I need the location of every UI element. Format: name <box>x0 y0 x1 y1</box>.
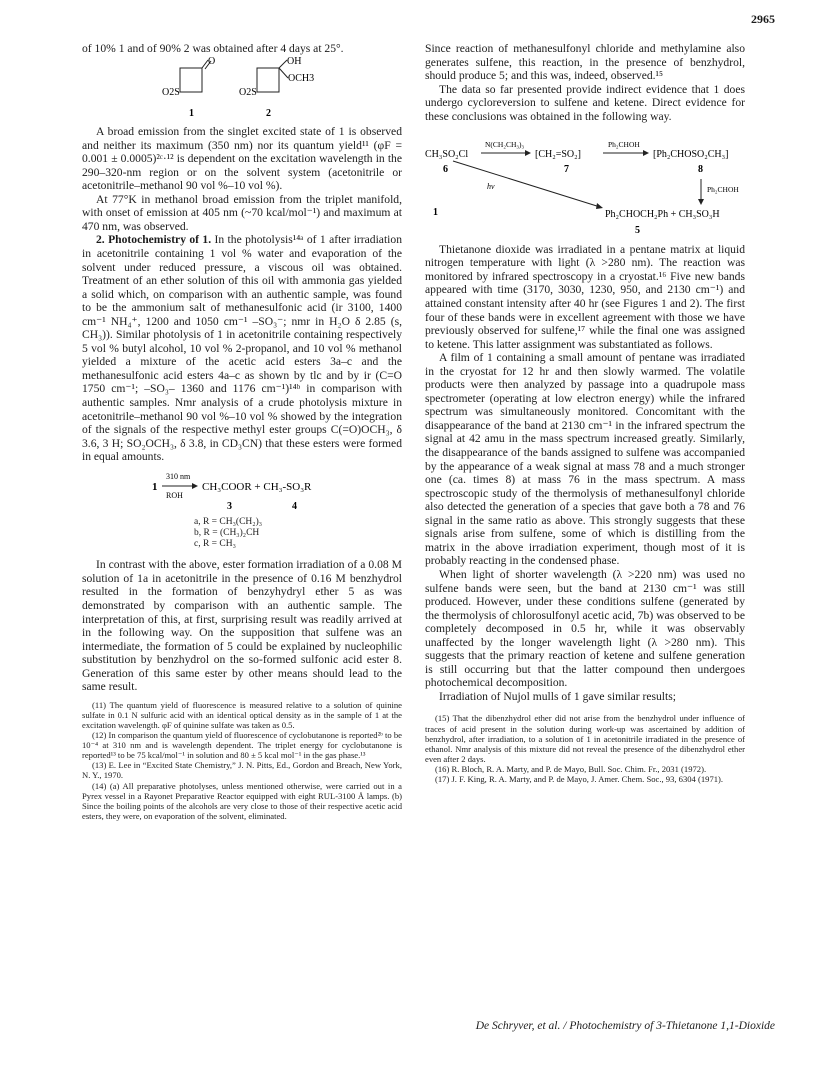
section-text: In the photolysis¹⁴ᵃ of 1 after irradiation in acetonitrile containing 1 vol % water and evaporation of the solvent under reduced pressure, a viscous oil was obtained. Treatment of an ether solution of this oil with ammonia gas yielded a solid which, on comparison with an authentic sample, was found to be the ammonium salt of methanesulfonic acid (ir 3100, 1400 cm⁻¹ NH₄⁺, 1200 and 1050 cm⁻¹ –SO₃⁻; nmr in H₂O δ 2.85 (s, CH₃)). Similar photolysis of 1 in acetonitrile containing respectively 5 vol % butyl alcohol, 10 vol % 2-propanol, and 10 vol % methanol yielded a mixture of the acetic acid esters 3a–c and the methanesulfonic acid esters 4a–c as shown by tlc and by ir (C=O 1750 cm⁻¹; –SO₃– 1360 and 1176 cm⁻¹)¹⁴ᵇ in comparison with authentic samples. Nmr analysis of a crude photolysis mixture in acetonitrile–methanol 90 vol %–10 vol % showed by the integration of the signals of the respective methyl ester groups C(=O)OCH₃, δ 3.6, 3 H; SO₂OCH₃, δ 3.8, in CD₃CN) that these esters were formed in equal amounts. <box>82 233 402 464</box>
paragraph: A film of 1 containing a small amount of pentane was irradiated in the cryostat for 12 hr and then slowly warmed. The volatile products were then analyzed by passage into a quadrupole mass spectrometer (operating at low electron energy) while the infrared spectrum was simultaneously monitored. Concomitant with the disappearance of the band at 2130 cm⁻¹ in the infrared spectrum the signal at 42 amu in the mass spectrum increased greatly. Similarly, the disappearance of the bands assigned to sulfene was accompanied by the appearance of a weak signal at mass 78 and a much stronger one (ca. times 8) at mass 76 in the mass spectrum. A mass spectroscopic study of the thermolysis of methanesulfonyl chloride also detected the generation of a species that gave both a 78 and 76 signal in the same ratio as above. This strongly suggests that these signals arise from sulfene, some of which is distilling from the matrix in the above irradiation experiment, though most of it is probably reacting in the condensed phase. <box>425 351 745 568</box>
footnotes-left <box>82 700 402 821</box>
scheme-intermediate: [CH₂=SO₂] <box>535 149 581 161</box>
scheme-reagent-2: Ph₂CHOH <box>608 140 640 150</box>
section-heading: 2. Photochemistry of 1. <box>96 233 212 247</box>
paragraph: The data so far presented provide indirect evidence that 1 does undergo cycloreversion to sulfene and ketene. Direct evidence for these conclusions was obtained in the following way. <box>425 82 745 123</box>
scheme-ester: [Ph₂CHOSO₂CH₃] <box>653 149 729 161</box>
footnote-13: (13) E. Lee in “Excited State Chemistry,” J. N. Pitts, Ed., Gordon and Breach, New York, N. Y., 1970. <box>82 760 402 781</box>
structure-2-number: 2 <box>266 107 271 119</box>
equation-start: 1 <box>152 480 158 493</box>
page-number: 2965 <box>751 12 775 26</box>
paragraph: A broad emission from the singlet excited state of 1 is observed and neither its maximum (350 nm) nor its quantum yield¹¹ (φF = 0.001 ± 0.0005)²ᶜ·¹² is dependent on the excitation wavelength in the 290–320-nm region or on the solvent system (acetonitrile or acetonitrile–methanol 90 vol %–10 vol %). <box>82 125 402 193</box>
paragraph: At 77°K in methanol broad emission from the triplet manifold, with onset of emission at 405 nm (~70 kcal/mol⁻¹) and maximum at 470 nm, was observed. <box>82 192 402 233</box>
equation-products: CH₃COOR + CH₃-SO₃R <box>202 480 312 493</box>
paragraph: In contrast with the above, ester formation irradiation of a 0.08 M solution of 1a in acetonitrile in the presence of 0.16 M benzhydrol resulted in the formation of benzyhydryl ether 5 as was demonstrated by comparison with an authentic sample. The interpretation of this, at first, surprising result was readily arrived at in the following way. On the supposition that sulfene was an intermediate, the formation of 5 could be explained by nucleophilic substitution by benzhydrol on the so-formed sulfonic acid ester 8. Generation of this same ester by other means should lead to the same result. <box>82 558 402 694</box>
ester-a: a, R = CH₃(CH₂)₃ <box>194 517 263 528</box>
scheme-number-8: 8 <box>698 164 703 176</box>
section-paragraph <box>82 233 402 463</box>
ester-c: c, R = CH₃ <box>194 539 236 550</box>
paragraph: Thietanone dioxide was irradiated in a pentane matrix at liquid nitrogen temperature with light (λ >280 nm). The reaction was monitored by infrared spectroscopy in a cryostat.¹⁶ Five new bands appeared with time (3170, 3030, 1230, 950, and 2130 cm⁻¹) and attained constant intensity after 40 hr (see Figures 1 and 2). The first four of these bands were in excellent agreement with those we have previously observed for sulfene,¹⁷ while the final one was assigned to ketene. This latter assignment was substantiated as follows. <box>425 242 745 351</box>
equation-condition-above: 310 nm <box>166 471 191 481</box>
running-footer: De Schryver, et al. / Photochemistry of 3-Thietanone 1,1-Dioxide <box>475 1020 775 1032</box>
footnote-16: (16) R. Bloch, R. A. Marty, and P. de Mayo, Bull. Soc. Chim. Fr., 2031 (1972). <box>435 763 707 774</box>
ester-equation <box>82 466 402 514</box>
scheme-reactant: CH₃SO₂Cl <box>425 149 469 161</box>
equation-condition-below: ROH <box>166 490 183 500</box>
equation-number-3: 3 <box>227 500 232 512</box>
footnotes-right <box>425 713 745 784</box>
scheme-reagent-3: Ph₂CHOH <box>707 185 739 195</box>
ester-b: b, R = (CH₃)₂CH <box>194 528 260 539</box>
structures-1-2 <box>82 56 402 122</box>
reaction-scheme <box>425 127 745 239</box>
structure-1 <box>180 60 211 92</box>
scheme-hv: hν <box>487 182 495 192</box>
structure-2-so2: O2S <box>239 86 257 98</box>
footnote-17: (17) J. F. King, R. A. Marty, and P. de Mayo, J. Amer. Chem. Soc., 93, 6304 (1971). <box>435 773 724 784</box>
footnote-11: (11) The quantum yield of fluorescence is measured relative to a solution of quinine sulfate in 0.1 N sulfuric acid with an identical optical density as in the sample of 1 at the excitation wavelength. φF of quinine sulfate was taken as 0.5. <box>82 699 402 730</box>
left-column <box>82 42 402 821</box>
scheme-number-5: 5 <box>635 225 640 237</box>
structure-2-hydroxy: OH <box>287 55 302 67</box>
scheme-number-7: 7 <box>564 164 569 176</box>
scheme-products: Ph₂CHOCH₂Ph + CH₃SO₃H <box>605 209 720 221</box>
ester-definitions <box>194 517 402 550</box>
scheme-arrow-photo <box>453 161 600 207</box>
scheme-reagent-1: N(CH₂CH₃)₃ <box>485 140 525 150</box>
footnote-14: (14) (a) All preparative photolyses, unless mentioned otherwise, were carried out in a Pyrex vessel in a Rayonet Preparative Reactor equipped with eight RUL-3100 Å lamps. (b) Since the boiling points of the alcohols are very close to those of their respective acetic acid esters, they were, on evaporation of the solvent, eliminated. <box>82 780 402 821</box>
paragraph: Irradiation of Nujol mulls of 1 gave similar results; <box>439 689 676 703</box>
footnote-12: (12) In comparison the quantum yield of fluorescence of cyclobutanone is reported²ᵇ to be 10⁻⁴ at 310 nm and is wavelength dependent. The triplet energy for cyclobutanone is reported¹³ to be 75 kcal/mol⁻¹ in solution and 80 ± 5 kcal mol⁻¹ in the gas phase.¹³ <box>82 730 402 761</box>
paragraph: When light of shorter wavelength (λ >220 nm) was used no sulfene bands were seen, but the band at 2130 cm⁻¹ was still produced. However, under these conditions sulfene (generated by the thermolysis of chlorosulfonyl acetic acid, 7b) was observed to be completely decomposed in 0.5 hr, while it was observably unaffected by the longer wavelength light (λ >280 nm). This suggests that the primary reaction of ketene and sulfene generation is still occurring but that the latter compound then undergoes photochemical decomposition. <box>425 567 745 690</box>
scheme-number-6: 6 <box>443 164 448 176</box>
structure-2-methoxy: OCH3 <box>288 72 315 84</box>
right-column <box>425 42 745 784</box>
paragraph: of 10% 1 and of 90% 2 was obtained after 4 days at 25°. <box>82 42 344 55</box>
structure-1-oxo: O <box>208 55 216 67</box>
paragraph: Since reaction of methanesulfonyl chloride and methylamine also generates sulfene, this reaction, in the presence of benzhydrol, should produce 5; and this was, indeed, observed.¹⁵ <box>425 42 745 83</box>
footnote-15: (15) That the dibenzhydrol ether did not arise from the benzhydrol under influence of traces of acid present in the solution during work-up was ascertained by addition of benzhydrol, after irradiation, to a solution of 1 in acetonitrile irradiated in the presence of ethanol. Nmr analysis of this mixture did not reveal the presence of the dibenzhydrol ether even after 2 days. <box>425 713 745 764</box>
structure-1-number: 1 <box>189 107 194 119</box>
equation-number-4: 4 <box>292 500 297 512</box>
scheme-start: 1 <box>433 207 438 219</box>
structure-1-so2: O2S <box>162 86 180 98</box>
structure-2 <box>257 60 288 92</box>
